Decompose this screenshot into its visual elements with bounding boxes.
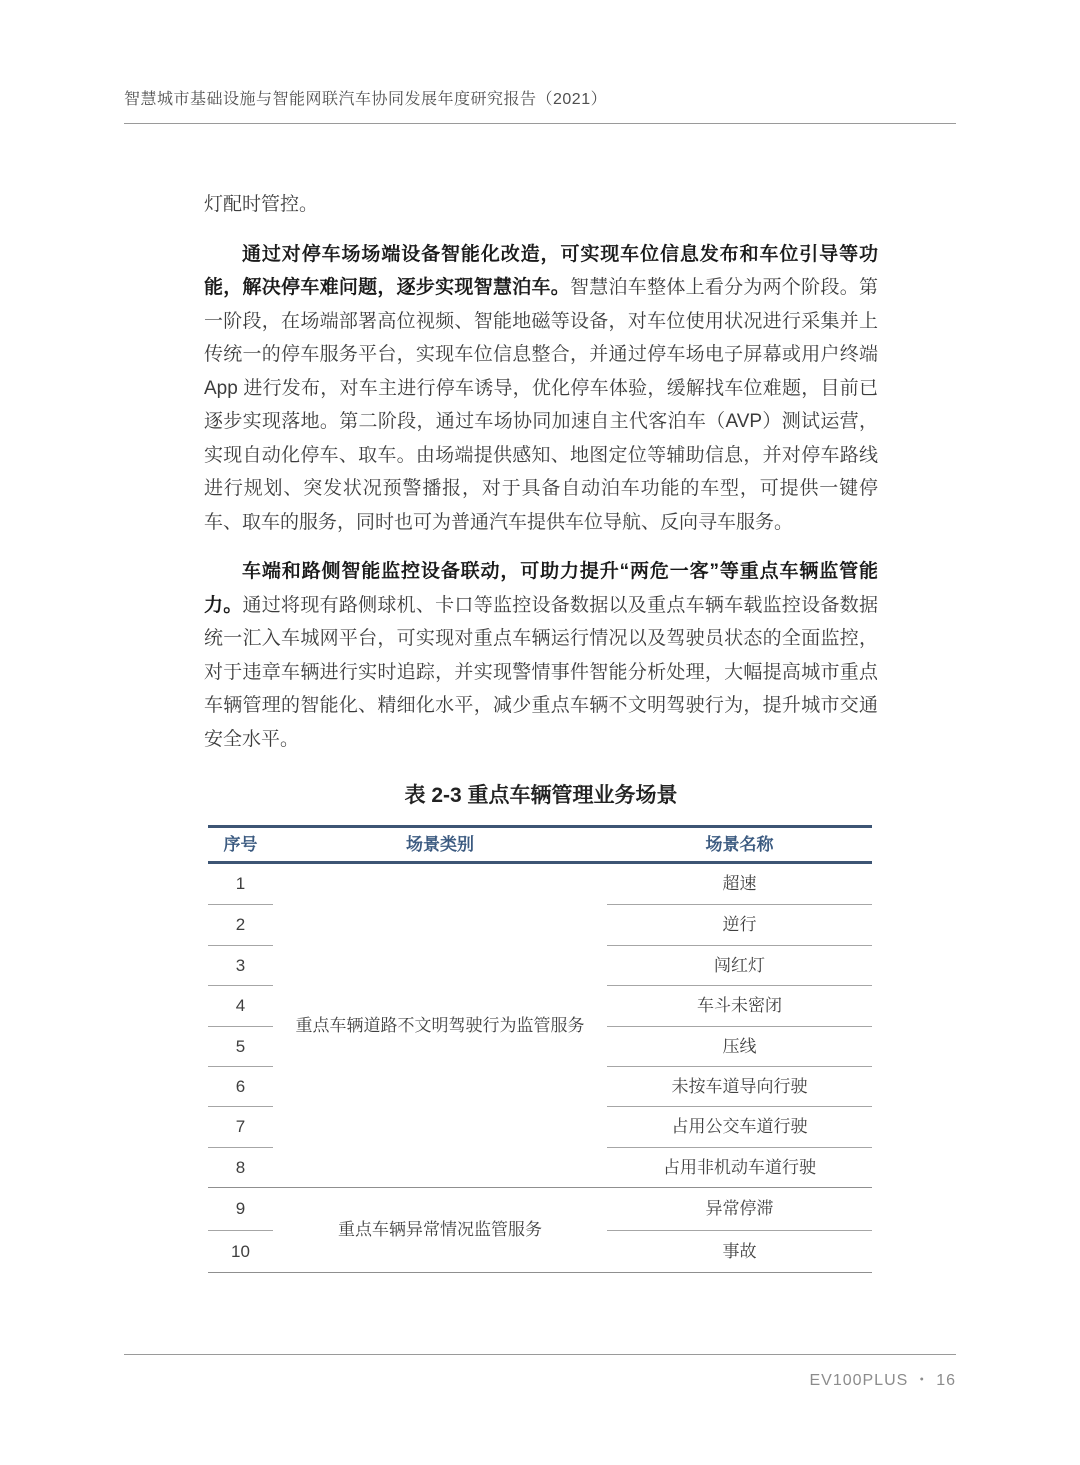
- table-cell-scene: 占用公交车道行驶: [607, 1106, 872, 1146]
- table-cell-no: 2: [208, 904, 273, 944]
- table-cell-no: 7: [208, 1106, 273, 1146]
- table-cell-no: 1: [235, 874, 246, 894]
- table-cell-scene: 车斗未密闭: [607, 985, 872, 1025]
- key-vehicle-table: [208, 825, 872, 1273]
- table-cell-no: 3: [208, 945, 273, 985]
- table-cell-scene: 压线: [607, 1026, 872, 1066]
- paragraph-continuation: [204, 188, 878, 222]
- table-cell-no: 10: [208, 1230, 273, 1272]
- page-header: [124, 88, 956, 124]
- table-cell-scene: 闯红灯: [607, 945, 872, 985]
- footer-page-number: EV100PLUS ・ 16: [809, 1372, 956, 1389]
- report-title: 智慧城市基础设施与智能网联汽车协同发展年度研究报告（2021）: [124, 91, 608, 108]
- paragraph-smart-parking: [204, 238, 878, 540]
- no-column: [208, 864, 273, 1187]
- paragraph-vehicle-monitoring: [204, 555, 878, 756]
- footer-divider: [124, 1354, 956, 1355]
- paragraph-body: 通过将现有路侧球机、卡口等监控设备数据以及重点车辆车载监控设备数据统一汇入车城网平台，可实现对重点车辆运行情况以及驾驶员状态的全面监控，对于违章车辆进行实时追踪，并实现警情事件智能分析处理，大幅提高城市重点车辆管理的智能化、精细化水平，减少重点车辆不文明驾驶行为，提升城市交通安全水平。: [204, 594, 878, 750]
- column-header-scene-name: 场景名称: [705, 835, 774, 854]
- table-cell-scene: 未按车道导向行驶: [607, 1066, 872, 1106]
- table-cell-category-merged: 重点车辆道路不文明驾驶行为监管服务: [295, 1015, 585, 1035]
- table-cell-scene: 逆行: [607, 904, 872, 944]
- paragraph-lead-bold: 车端和路侧智能监控设备联动，可助力提升“两危一客”等重点车辆监管能力。: [204, 561, 878, 616]
- table-cell-scene: 事故: [607, 1230, 872, 1272]
- table-cell-no: 9: [235, 1199, 246, 1219]
- table-cell-no: 6: [208, 1066, 273, 1106]
- paragraph-text: 灯配时管控。: [204, 194, 319, 215]
- page-footer: [124, 1354, 956, 1390]
- table-cell-no: 5: [208, 1026, 273, 1066]
- scene-name-column: [607, 864, 872, 1187]
- table-caption: 表 2-3 重点车辆管理业务场景: [404, 784, 678, 807]
- scene-name-column: [607, 1188, 872, 1272]
- main-content: [204, 188, 878, 1273]
- no-column: [208, 1188, 273, 1272]
- header-divider: [124, 123, 956, 124]
- table-cell-category-merged: 重点车辆异常情况监管服务: [338, 1220, 542, 1240]
- table-cell-scene: 异常停滞: [705, 1199, 774, 1219]
- column-header-no: 序号: [223, 835, 258, 854]
- paragraph-lead-bold: 通过对停车场场端设备智能化改造，可实现车位信息发布和车位引导等功能，解决停车难问题，逐步实现智慧泊车。: [204, 243, 878, 298]
- paragraph-body: 智慧泊车整体上看分为两个阶段。第一阶段，在场端部署高位视频、智能地磁等设备，对车位使用状况进行采集并上传统一的停车服务平台，实现车位信息整合，并通过停车场电子屏幕或用户终端 App 进行发布，对车主进行停车诱导，优化停车体验，缓解找车位难题，目前已逐步实现落地。第二阶段，通过车场协同加速自主代客泊车（AVP）测试运营，实现自动化停车、取车。由场端提供感知、地图定位等辅助信息，并对停车路线进行规划、突发状况预警播报，对于具备自动泊车功能的车型，可提供一键停车、取车的服务，同时也可为普通汽车提供车位导航、反向寻车服务。: [204, 277, 878, 533]
- column-header-category: 场景类别: [406, 835, 474, 854]
- table-cell-no: 8: [208, 1147, 273, 1187]
- table-group-uncivilized-driving: [208, 864, 872, 1188]
- table-cell-no: 4: [208, 985, 273, 1025]
- table-header-row: [208, 825, 872, 864]
- table-cell-scene: 超速: [722, 874, 757, 894]
- table-cell-scene: 占用非机动车道行驶: [607, 1147, 872, 1187]
- table-group-abnormal-situation: [208, 1188, 872, 1273]
